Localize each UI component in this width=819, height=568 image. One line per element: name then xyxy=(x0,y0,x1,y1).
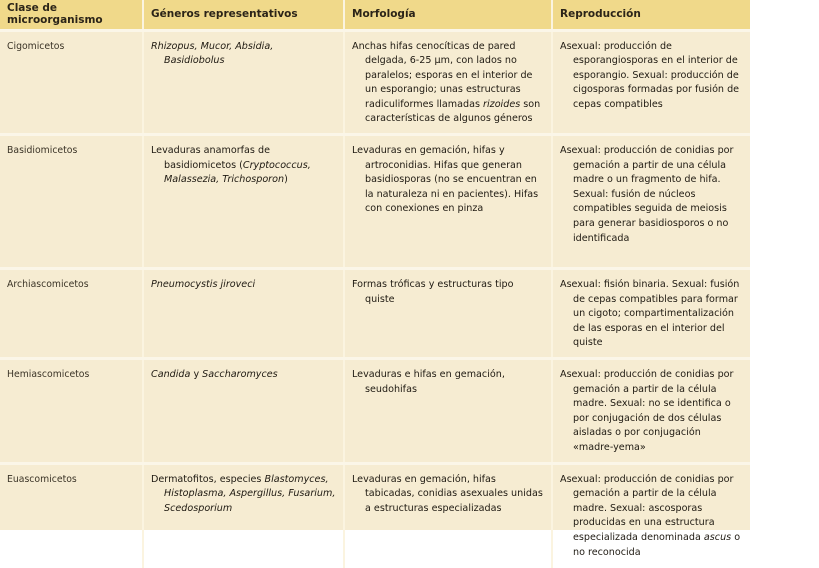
cell-generos xyxy=(143,30,344,135)
cell-clase: Cigomicetos xyxy=(7,40,65,52)
header-reproduccion: Reproducción xyxy=(552,0,750,30)
cell-generos-text: Candida y Saccharomyces xyxy=(151,369,278,381)
cell-clase: Archiascomicetos xyxy=(7,279,89,291)
header-generos: Géneros representativos xyxy=(143,0,344,30)
cell-reproduccion-text: Asexual: producción de conidias por gemación a partir de una célula madre o un fragmento de hifa. Sexual: fusión de núcleos compatibles seguida de meiosis para generar basidiosporos o no identificada xyxy=(560,145,734,244)
cell-clase: Euascomicetos xyxy=(7,473,77,485)
cell-reproduccion-text: Asexual: producción de conidias por gemación a partir de la célula madre. Sexual: ascosporas producidas en una estructura especializada denominada ascus o no reconocida xyxy=(560,473,741,558)
table-row xyxy=(0,30,750,135)
cell-generos xyxy=(143,359,344,464)
cell-reproduccion-text: Asexual: fisión binaria. Sexual: fusión de cepas compatibles para formar un cigoto; compartimentalización de las esporas en el interior del quiste xyxy=(560,279,740,349)
cell-morfologia-text: Anchas hifas cenocíticas de pared delgada, 6-25 µm, con lados no paralelos; esporas en el interior de un esporangio; unas estructuras radiculiformes llamadas rizoides son características de algunos géneros xyxy=(352,40,541,125)
cell-reproduccion xyxy=(552,359,750,464)
cell-morfologia-text: Levaduras en gemación, hifas tabicadas, conidias asexuales unidas a estructuras especializadas xyxy=(352,473,543,514)
table-row xyxy=(0,135,750,269)
table-row xyxy=(0,463,750,568)
table-header-row xyxy=(0,0,750,30)
cell-generos xyxy=(143,135,344,269)
table-row xyxy=(0,359,750,464)
cell-generos-text: Dermatofitos, especies Blastomyces, Histoplasma, Aspergillus, Fusarium, Scedosporium xyxy=(151,473,336,514)
cell-morfologia-text: Levaduras e hifas en gemación, seudohifas xyxy=(352,369,505,395)
table-row xyxy=(0,269,750,359)
cell-reproduccion xyxy=(552,463,750,568)
cell-clase: Hemiascomicetos xyxy=(7,369,90,381)
header-clase: Clase de microorganismo xyxy=(7,2,103,27)
cell-reproduccion-text: Asexual: producción de conidias por gemación a partir de la célula madre. Sexual: no se identifica o por conjugación de dos células aisladas o por conjugación «madre-yema» xyxy=(560,369,734,453)
cell-generos-text: Pneumocystis jiroveci xyxy=(151,279,256,291)
cell-morfologia-text: Formas tróficas y estructuras tipo quiste xyxy=(352,279,514,305)
cell-generos xyxy=(143,463,344,568)
cell-reproduccion xyxy=(552,30,750,135)
cell-generos-text: Levaduras anamorfas de basidiomicetos (Cryptococcus, Malassezia, Trichosporon) xyxy=(151,145,311,186)
cell-morfologia xyxy=(344,463,552,568)
cell-generos-text: Rhizopus, Mucor, Absidia, Basidiobolus xyxy=(151,40,274,67)
cell-morfologia xyxy=(344,359,552,464)
cell-morfologia xyxy=(344,269,552,359)
cell-reproduccion xyxy=(552,135,750,269)
cell-morfologia-text: Levaduras en gemación, hifas y artroconidias. Hifas que generan basidiosporas (no se encuentran en la naturaleza ni en pacientes). Hifas con conexiones en pinza xyxy=(352,145,539,215)
cell-reproduccion-text: Asexual: producción de esporangiosporas en el interior de esporangio. Sexual: producción de cigosporas formadas por fusión de cepas compatibles xyxy=(560,40,740,110)
cell-morfologia xyxy=(344,135,552,269)
cell-clase: Basidiomicetos xyxy=(7,145,78,157)
cell-morfologia xyxy=(344,30,552,135)
cell-reproduccion xyxy=(552,269,750,359)
cell-generos xyxy=(143,269,344,359)
header-morfologia: Morfología xyxy=(344,0,552,30)
